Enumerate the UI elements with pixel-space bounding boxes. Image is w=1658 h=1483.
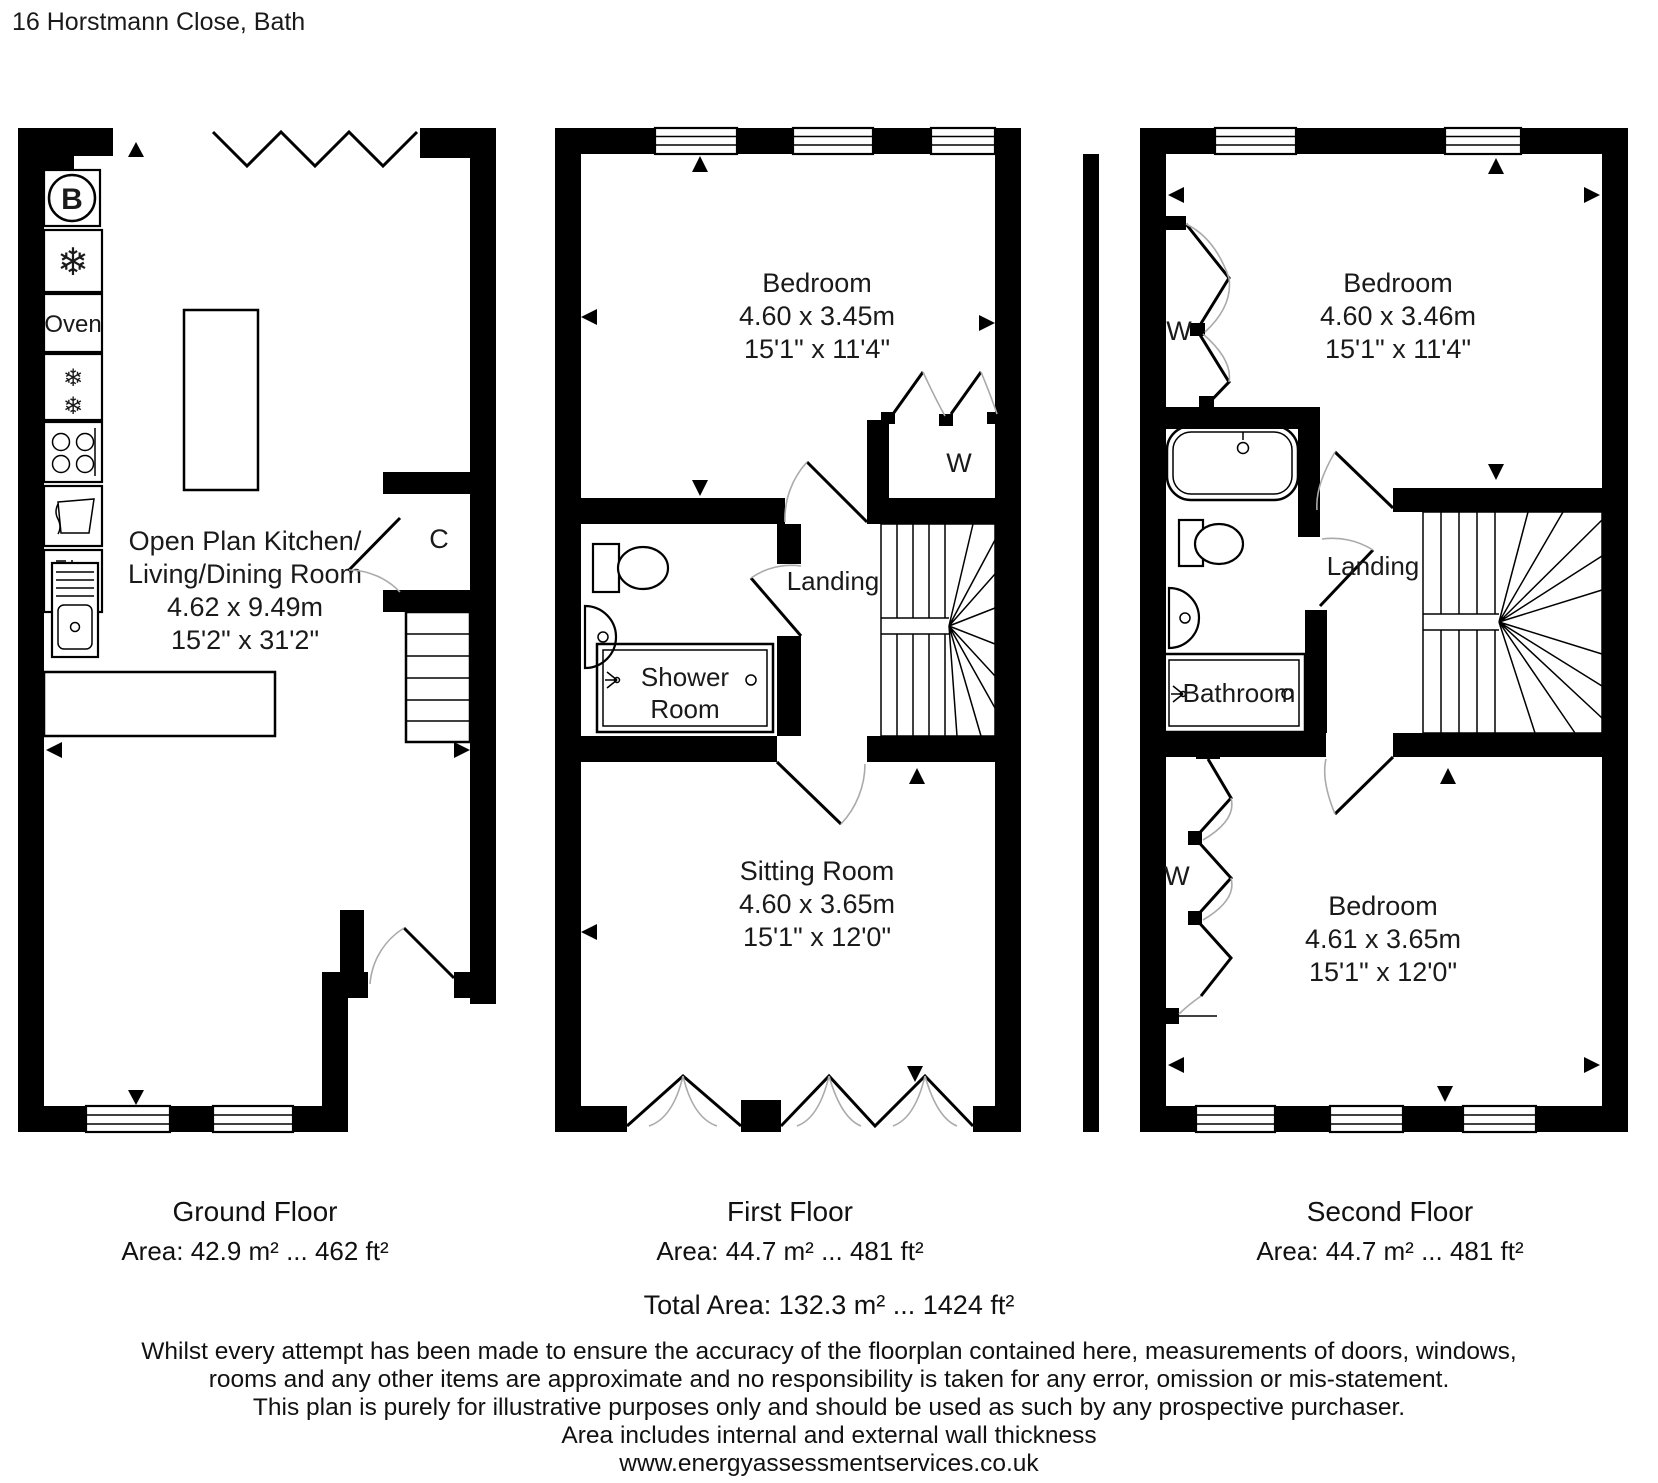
arrow-left-icon <box>1168 1057 1184 1073</box>
sitting-room-label: Sitting Room <box>739 856 895 886</box>
wardrobe-top-label: W <box>1166 316 1192 346</box>
wardrobe-top <box>1166 216 1230 408</box>
window <box>793 128 873 154</box>
bedroom-door <box>785 462 867 522</box>
arrow-up-icon <box>1488 158 1504 174</box>
disclaimer-line: Area includes internal and external wall thickness <box>561 1422 1097 1449</box>
shower-room-label-line2: Room <box>650 694 720 724</box>
total-area: Total Area: 132.3 m² ... 1424 ft² <box>643 1290 1015 1320</box>
first-floor-caption <box>540 1196 1040 1267</box>
wardrobe-label: W <box>946 448 972 478</box>
toilet <box>593 544 668 592</box>
shower-tray <box>597 644 773 732</box>
sitting-room-dim-metric: 4.60 x 3.65m <box>738 889 896 919</box>
washing-machine <box>44 486 102 546</box>
ground-floor-area: Area: 42.9 m² ... 462 ft² <box>121 1236 389 1266</box>
first-floor-plan <box>545 120 1031 1140</box>
disclaimer-line: rooms and any other items are approximate and no responsibility is taken for any error, omission or mis-statement. <box>208 1366 1450 1393</box>
bedroom-top-label: Bedroom <box>1343 268 1453 298</box>
arrow-down-icon <box>692 480 708 496</box>
arrow-down-icon <box>1488 464 1504 480</box>
second-floor-area: Area: 44.7 m² ... 481 ft² <box>1256 1236 1524 1266</box>
arrow-left-icon <box>1168 187 1184 203</box>
bedroom-top-dim-metric: 4.60 x 3.46m <box>1319 301 1477 331</box>
disclaimer-line: This plan is purely for illustrative purposes only and should be used as such by any prospective purchaser. <box>252 1394 1406 1421</box>
freezer-icon: ❄ <box>57 242 89 284</box>
sitting-room-door <box>777 762 865 824</box>
arrow-up-icon <box>128 142 144 157</box>
kitchen-label-line1: Open Plan Kitchen/ <box>128 526 362 556</box>
website-link: www.energyassessmentservices.co.uk <box>619 1450 1039 1477</box>
wardrobe-bottom <box>1163 747 1232 1024</box>
bedroom-top-dim-imperial: 15'1" x 11'4" <box>1324 334 1472 364</box>
freezer <box>44 230 102 292</box>
bedroom-dim-imperial: 15'1" x 11'4" <box>743 334 891 364</box>
ground-floor-plan <box>8 120 508 1140</box>
arrow-down-icon <box>1437 1086 1453 1102</box>
kitchen-dim-metric: 4.62 x 9.49m <box>166 592 324 622</box>
bathtub <box>1167 426 1298 500</box>
window <box>1445 128 1521 154</box>
ground-floor-caption <box>5 1196 505 1267</box>
second-floor-name: Second Floor <box>1306 1196 1474 1227</box>
boiler <box>44 170 100 226</box>
arrow-up-icon <box>692 156 708 172</box>
disclaimer-block <box>0 1338 1658 1478</box>
landing-label: Landing <box>786 566 880 596</box>
staircase <box>881 524 995 736</box>
wardrobe-bottom-label: W <box>1164 861 1190 891</box>
arrow-left-icon <box>581 924 597 940</box>
second-floor-plan <box>1083 120 1638 1140</box>
arrow-up-icon <box>1440 768 1456 784</box>
window <box>1463 1106 1536 1132</box>
arrow-right-icon <box>1584 187 1600 203</box>
window <box>1196 1106 1275 1132</box>
staircase <box>1423 512 1602 733</box>
window <box>213 1106 293 1132</box>
window <box>1215 128 1296 154</box>
fridge-icon: ❄ <box>62 365 84 392</box>
arrow-left-icon <box>46 742 62 758</box>
landing-label: Landing <box>1326 551 1420 581</box>
cupboard <box>349 518 449 592</box>
fridge-freezer <box>44 354 102 420</box>
oven <box>44 294 102 352</box>
ground-floor-name: Ground Floor <box>172 1196 338 1227</box>
window <box>931 128 995 154</box>
arrow-right-icon <box>1584 1057 1600 1073</box>
kitchen-sink <box>52 563 98 657</box>
room-label-kitchen <box>128 526 362 655</box>
bathroom-label: Bathroom <box>1182 678 1296 708</box>
arrow-right-icon <box>454 742 470 758</box>
second-floor-caption <box>1110 1196 1658 1267</box>
kitchen-label-line2: Living/Dining Room <box>127 559 363 589</box>
boiler-label: B <box>61 183 83 216</box>
arrow-up-icon <box>909 768 925 784</box>
basin <box>585 606 616 668</box>
party-boundary-zigzag <box>213 132 417 166</box>
wardrobe <box>881 372 1001 478</box>
first-floor-area: Area: 44.7 m² ... 481 ft² <box>656 1236 924 1266</box>
bedroom-bottom-label: Bedroom <box>1328 891 1438 921</box>
arrow-down-icon <box>128 1090 144 1105</box>
room-label-bedroom <box>739 268 895 364</box>
shower-room-label-line1: Shower <box>640 662 730 692</box>
fridge-icon: ❄ <box>62 393 84 420</box>
folding-doors <box>627 1076 973 1126</box>
bedroom-bottom-dim-imperial: 15'1" x 12'0" <box>1308 957 1458 987</box>
basin <box>1169 588 1199 648</box>
staircase <box>406 612 470 742</box>
shower-tray <box>1163 654 1305 732</box>
bedroom-bottom-dim-metric: 4.61 x 3.65m <box>1304 924 1462 954</box>
arrow-left-icon <box>581 309 597 325</box>
oven-label: Oven <box>44 311 102 338</box>
window <box>86 1106 170 1132</box>
cupboard-label: C <box>429 524 449 554</box>
sitting-room-dim-imperial: 15'1" x 12'0" <box>742 922 892 952</box>
bedroom-dim-metric: 4.60 x 3.45m <box>738 301 896 331</box>
room-label-bedroom-bottom <box>1305 891 1461 987</box>
bedroom-top-door <box>1317 452 1393 510</box>
kitchen-counter <box>44 672 275 736</box>
window <box>655 128 737 154</box>
entrance-door <box>370 928 454 984</box>
bedroom-bottom-door <box>1325 757 1393 814</box>
room-label-bedroom-top <box>1320 268 1476 364</box>
bedroom-label: Bedroom <box>762 268 872 298</box>
kitchen-dim-imperial: 15'2" x 31'2" <box>170 625 320 655</box>
toilet <box>1179 520 1243 566</box>
kitchen-island <box>184 310 258 490</box>
window <box>1330 1106 1403 1132</box>
hob <box>44 422 102 482</box>
arrow-right-icon <box>979 315 995 331</box>
room-label-sitting <box>739 856 895 952</box>
disclaimer-line: Whilst every attempt has been made to ensure the accuracy of the floorplan contained here, measurements of doors, windows, <box>141 1338 1517 1365</box>
first-floor-name: First Floor <box>727 1196 853 1227</box>
page-title: 16 Horstmann Close, Bath <box>12 8 306 36</box>
